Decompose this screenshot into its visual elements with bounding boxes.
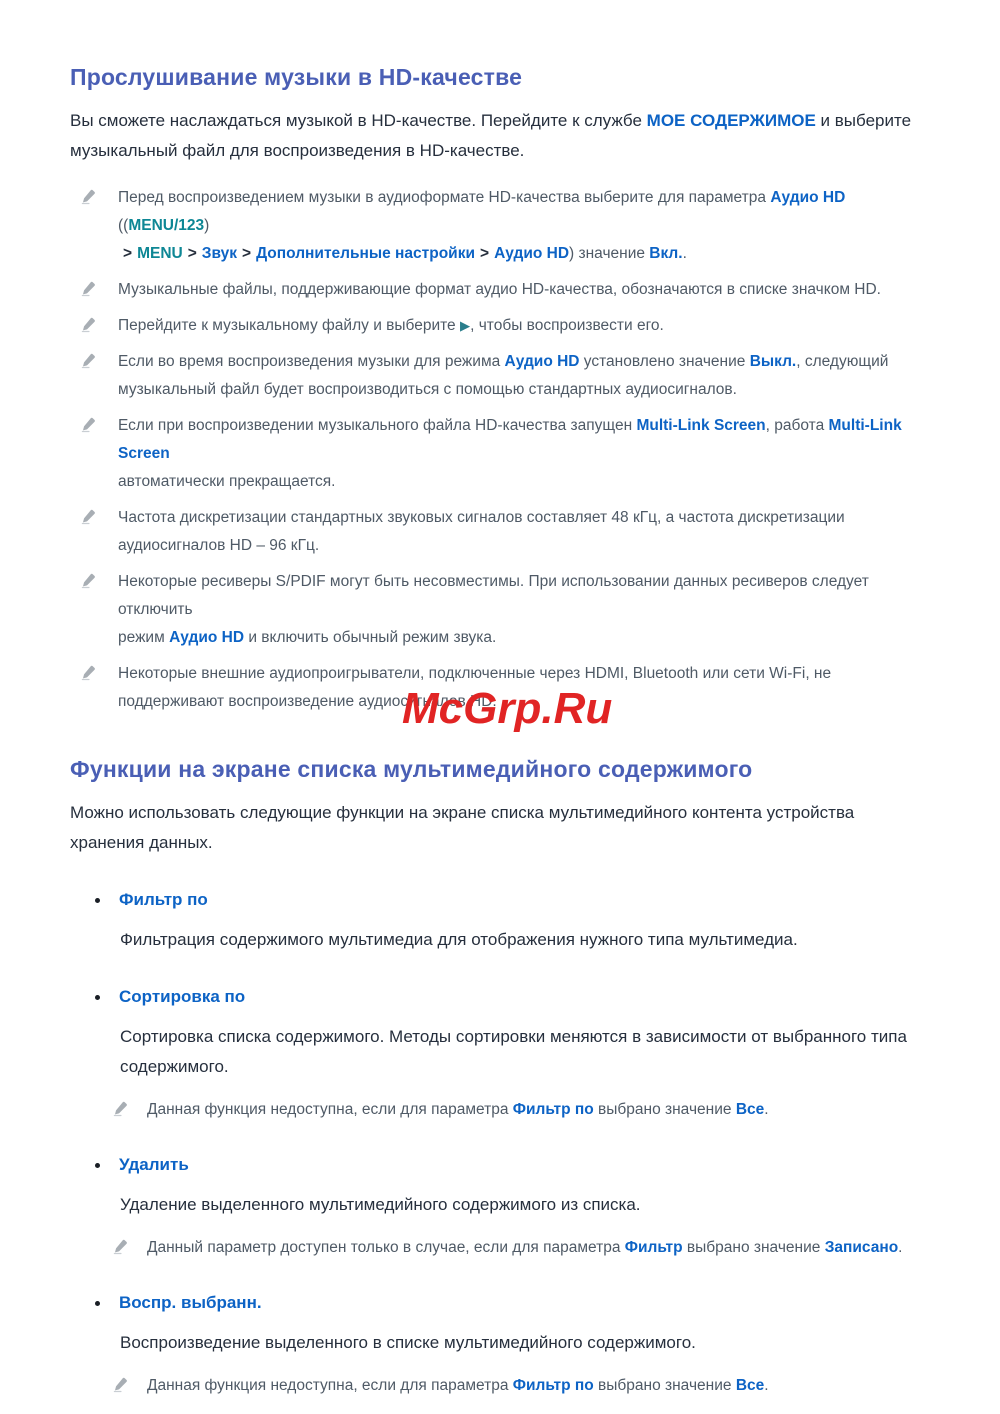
list-item-delete [70,1153,932,1261]
item-label-row [95,1291,932,1315]
item-label: Сортировка по [119,987,246,1006]
pencil-icon [112,1238,129,1255]
note-item [112,1373,932,1399]
pencil-icon [80,316,97,333]
watermark: McGrp.Ru [402,684,613,733]
note-item [80,276,932,304]
note-item [112,1235,932,1261]
note-item [80,312,932,340]
bullet-dot [95,898,100,903]
note-item [80,504,932,560]
note-text: Если при воспроизведении музыкального файла HD-качества запущен Multi-Link Screen, работа Multi-Link Screen автоматически прекращается. [118,417,902,490]
note-text: Некоторые ресиверы S/PDIF могут быть несовместимы. При использовании данных ресиверов следует отключить режим Аудио HD и включить обычный режим звука. [118,573,869,646]
section1-notes [70,184,932,716]
note-item [80,412,932,496]
pencil-icon [80,352,97,369]
item-description: Фильтрация содержимого мультимедиа для отображения нужного типа мультимедиа. [120,930,798,949]
note-text: Данный параметр доступен только в случае, если для параметра Фильтр выбрано значение Записано. [147,1239,903,1256]
bullet-dot [95,1301,100,1306]
note-item [80,184,932,268]
list-item-sort [70,985,932,1123]
section1-intro: Вы сможете наслаждаться музыкой в HD-качестве. Перейдите к службе МОЕ СОДЕРЖИМОЕ и выберите музыкальный файл для воспроизведения в HD-качестве. [70,111,912,160]
pencil-icon [112,1376,129,1393]
item-label-row [95,888,932,912]
pencil-icon [80,416,97,433]
note-text: Данная функция недоступна, если для параметра Фильтр по выбрано значение Все. [147,1101,769,1118]
item-label: Фильтр по [119,890,208,909]
pencil-icon [80,188,97,205]
note-text: Некоторые внешние аудиопроигрыватели, подключенные через HDMI, Bluetooth или сети Wi-Fi, не поддерживают воспроизведение аудиосигналов HD. [118,665,832,710]
note-text: Частота дискретизации стандартных звуковых сигналов составляет 48 кГц, а частота дискретизации аудиосигналов HD – 96 кГц. [118,509,845,554]
item-description: Воспроизведение выделенного в списке мультимедийного содержимого. [120,1333,696,1352]
bullet-dot [95,995,100,1000]
item-label-row [95,1153,932,1177]
item-label: Воспр. выбранн. [119,1293,262,1312]
note-text: Данная функция недоступна, если для параметра Фильтр по выбрано значение Все. [147,1377,769,1394]
item-label: Удалить [119,1155,189,1174]
note-text: Перед воспроизведением музыки в аудиоформате HD-качества выберите для параметра Аудио HD ((MENU/123) > MENU > Звук > Дополнительные настройки > Аудио HD) значение Вкл.. [118,189,846,262]
list-item-filter [70,888,932,955]
pencil-icon [80,572,97,589]
note-text: Музыкальные файлы, поддерживающие формат аудио HD-качества, обозначаются в списке значком HD. [118,281,881,298]
pencil-icon [80,664,97,681]
list-item-play-selected [70,1291,932,1399]
bullet-dot [95,1163,100,1168]
item-label-row [95,985,932,1009]
section2-title: Функции на экране списка мультимедийного содержимого [70,756,753,782]
item-description: Удаление выделенного мультимедийного содержимого из списка. [120,1195,641,1214]
pencil-icon [80,508,97,525]
note-text: Перейдите к музыкальному файлу и выберите ▶, чтобы воспроизвести его. [118,317,664,334]
section1-title: Прослушивание музыки в HD-качестве [70,64,523,90]
pencil-icon [112,1100,129,1117]
note-item [112,1097,932,1123]
section2 [70,754,932,1399]
pencil-icon [80,280,97,297]
section2-intro: Можно использовать следующие функции на экране списка мультимедийного контента устройства хранения данных. [70,803,855,852]
note-item [80,568,932,652]
item-description: Сортировка списка содержимого. Методы сортировки меняются в зависимости от выбранного типа содержимого. [120,1027,907,1076]
note-item [80,348,932,404]
note-text: Если во время воспроизведения музыки для режима Аудио HD установлено значение Выкл., следующий музыкальный файл будет воспроизводиться с помощью стандартных аудиосигналов. [118,353,889,398]
